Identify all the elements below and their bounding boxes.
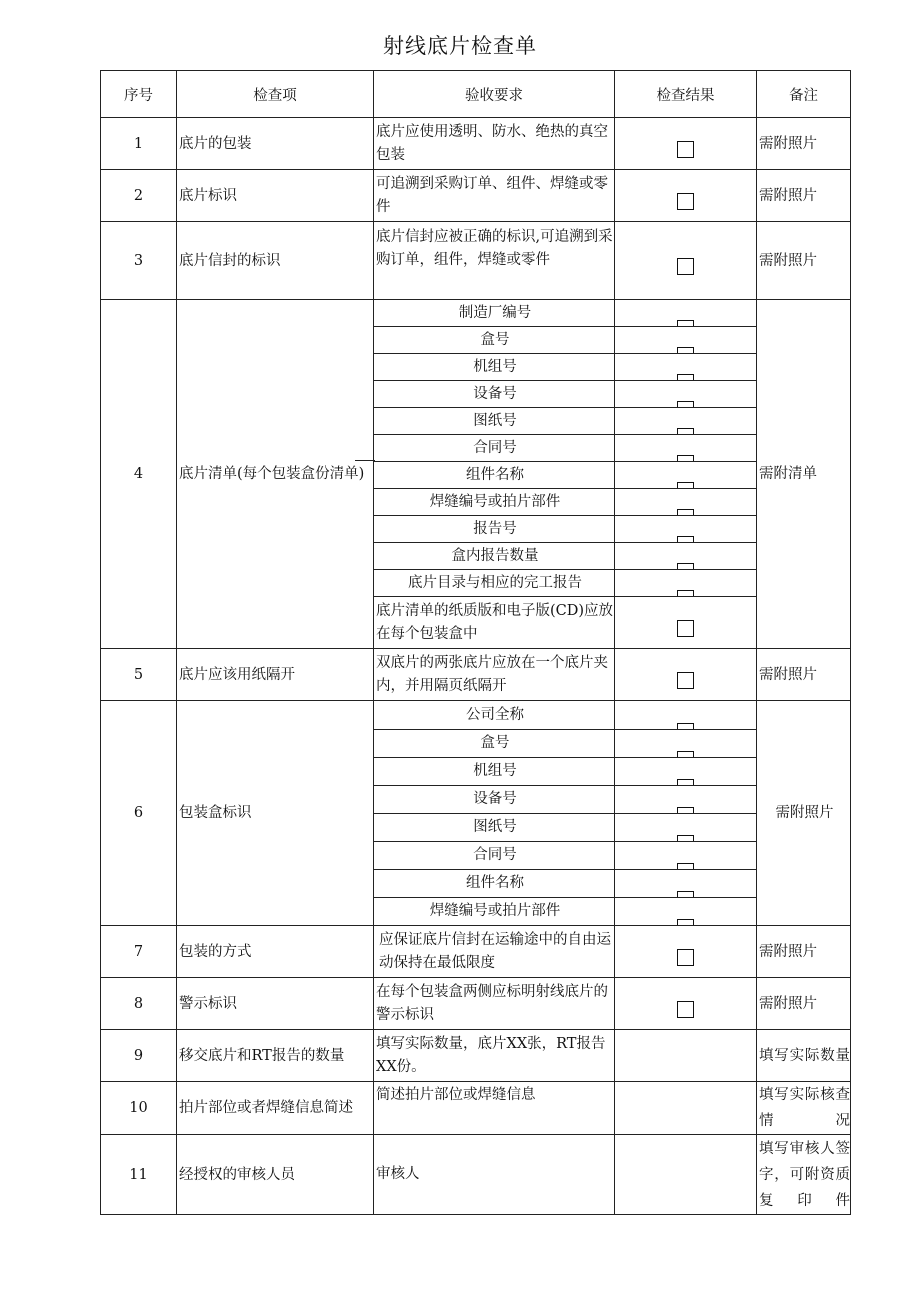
row-note: 填写实际数量: [757, 1030, 851, 1082]
checkbox[interactable]: [677, 891, 694, 897]
checkbox[interactable]: [677, 779, 694, 785]
table-row: [101, 1082, 851, 1135]
row-req: 双底片的两张底片应放在一个底片夹内，并用隔页纸隔开: [374, 649, 615, 701]
checkbox[interactable]: [677, 320, 694, 326]
checkbox[interactable]: [677, 863, 694, 869]
checkbox[interactable]: [677, 919, 694, 925]
sub-item: 制造厂编号: [374, 300, 615, 327]
result-cell: [615, 814, 757, 842]
row-req: 简述拍片部位或焊缝信息: [374, 1082, 615, 1135]
header-req: 验收要求: [374, 71, 615, 118]
result-cell: [615, 408, 757, 435]
table-row: [101, 701, 851, 730]
result-cell: [615, 462, 757, 489]
result-cell: [615, 870, 757, 898]
sub-item: 组件名称: [374, 462, 615, 489]
header-no: 序号: [101, 71, 177, 118]
row-note: 填写审核人签字，可附资质复印件: [757, 1135, 851, 1215]
row-note: 需附照片: [757, 118, 851, 170]
row-note: 需附清单: [757, 300, 851, 649]
header-row: [101, 71, 851, 118]
result-cell: [615, 842, 757, 870]
result-cell: [615, 570, 757, 597]
result-cell: [615, 489, 757, 516]
row-item: 底片清单(每个包装盒份清单): [177, 300, 374, 649]
checkbox[interactable]: [677, 807, 694, 813]
row-no: 10: [101, 1082, 177, 1135]
row-note: 需附照片: [757, 170, 851, 222]
row-item: 拍片部位或者焊缝信息简述: [177, 1082, 374, 1135]
row-req: 填写实际数量，底片XX张，RT报告XX份。: [374, 1030, 615, 1082]
checkbox[interactable]: [677, 193, 694, 210]
inspection-table: [100, 70, 851, 1215]
checkbox[interactable]: [677, 536, 694, 542]
table-row: [101, 170, 851, 222]
result-cell: [615, 1135, 757, 1215]
sub-item: 底片清单的纸质版和电子版(CD)应放在每个包装盒中: [374, 597, 615, 649]
row-no: 11: [101, 1135, 177, 1215]
row-no: 7: [101, 926, 177, 978]
sub-item: 图纸号: [374, 814, 615, 842]
sub-item: 盒号: [374, 730, 615, 758]
result-cell: [615, 381, 757, 408]
row-item: 经授权的审核人员: [177, 1135, 374, 1215]
table-row: [101, 926, 851, 978]
header-note: 备注: [757, 71, 851, 118]
sub-item: 底片目录与相应的完工报告: [374, 570, 615, 597]
checkbox[interactable]: [677, 401, 694, 407]
checkbox[interactable]: [677, 1001, 694, 1018]
row-no: 6: [101, 701, 177, 926]
row-note: 填写实际核查情况: [757, 1082, 851, 1135]
result-cell: [615, 516, 757, 543]
result-cell: [615, 758, 757, 786]
table-row: [101, 649, 851, 701]
sub-item: 机组号: [374, 354, 615, 381]
result-cell: [615, 543, 757, 570]
result-cell: [615, 222, 757, 300]
table-row: [101, 1030, 851, 1082]
row-note: 需附照片: [757, 649, 851, 701]
checkbox[interactable]: [677, 563, 694, 569]
result-cell: [615, 926, 757, 978]
result-cell: [615, 118, 757, 170]
row-req: 应保证底片信封在运输途中的自由运动保持在最低限度: [374, 926, 615, 978]
sub-item: 图纸号: [374, 408, 615, 435]
result-cell: [615, 730, 757, 758]
result-cell: [615, 978, 757, 1030]
row-no: 5: [101, 649, 177, 701]
row-req: 可追溯到采购订单、组件、焊缝或零件: [374, 170, 615, 222]
sub-item: 组件名称: [374, 870, 615, 898]
result-cell: [615, 649, 757, 701]
checkbox[interactable]: [677, 258, 694, 275]
sub-item: 盒号: [374, 327, 615, 354]
sub-item: 盒内报告数量: [374, 543, 615, 570]
row-req: 底片信封应被正确的标识,可追溯到采购订单，组件，焊缝或零件: [374, 222, 615, 300]
result-cell: [615, 701, 757, 730]
checkbox[interactable]: [677, 509, 694, 515]
header-item: 检查项: [177, 71, 374, 118]
table-row: [101, 300, 851, 327]
checkbox[interactable]: [677, 141, 694, 158]
table-row: [101, 222, 851, 300]
result-cell: [615, 300, 757, 327]
row-no: 3: [101, 222, 177, 300]
row-no: 9: [101, 1030, 177, 1082]
row-no: 8: [101, 978, 177, 1030]
leader-line: [355, 460, 375, 461]
result-cell: [615, 786, 757, 814]
checkbox[interactable]: [677, 751, 694, 757]
table-row: [101, 118, 851, 170]
checkbox[interactable]: [677, 590, 694, 596]
row-no: 2: [101, 170, 177, 222]
sub-item: 设备号: [374, 786, 615, 814]
result-cell: [615, 597, 757, 649]
checkbox[interactable]: [677, 374, 694, 380]
row-item: 警示标识: [177, 978, 374, 1030]
row-req: 审核人: [374, 1135, 615, 1215]
row-item: 移交底片和RT报告的数量: [177, 1030, 374, 1082]
row-item: 底片的包装: [177, 118, 374, 170]
sub-item: 焊缝编号或拍片部件: [374, 489, 615, 516]
checkbox[interactable]: [677, 620, 694, 637]
sub-item: 机组号: [374, 758, 615, 786]
result-cell: [615, 898, 757, 926]
row-item: 包装盒标识: [177, 701, 374, 926]
row-note: 需附照片: [757, 222, 851, 300]
row-item: 底片标识: [177, 170, 374, 222]
page-title: 射线底片检查单: [383, 34, 537, 58]
row-note: 需附照片: [757, 978, 851, 1030]
row-req: 底片应使用透明、防水、绝热的真空包装: [374, 118, 615, 170]
row-item: 底片信封的标识: [177, 222, 374, 300]
row-item: 底片应该用纸隔开: [177, 649, 374, 701]
result-cell: [615, 327, 757, 354]
result-cell: [615, 1030, 757, 1082]
result-cell: [615, 1082, 757, 1135]
table-row: [101, 1135, 851, 1215]
checkbox[interactable]: [677, 723, 694, 729]
checkbox[interactable]: [677, 949, 694, 966]
checkbox[interactable]: [677, 347, 694, 353]
checkbox[interactable]: [677, 428, 694, 434]
checkbox[interactable]: [677, 835, 694, 841]
row-note: 需附照片: [757, 926, 851, 978]
sub-item: 设备号: [374, 381, 615, 408]
row-req: 在每个包装盒两侧应标明射线底片的警示标识: [374, 978, 615, 1030]
result-cell: [615, 170, 757, 222]
row-item: 包装的方式: [177, 926, 374, 978]
row-note: 需附照片: [757, 701, 851, 926]
result-cell: [615, 354, 757, 381]
sub-item: 焊缝编号或拍片部件: [374, 898, 615, 926]
sub-item: 合同号: [374, 435, 615, 462]
checkbox[interactable]: [677, 455, 694, 461]
row-no: 4: [101, 300, 177, 649]
header-result: 检查结果: [615, 71, 757, 118]
sub-item: 合同号: [374, 842, 615, 870]
result-cell: [615, 435, 757, 462]
checkbox[interactable]: [677, 482, 694, 488]
table-row: [101, 978, 851, 1030]
sub-item: 公司全称: [374, 701, 615, 730]
sub-item: 报告号: [374, 516, 615, 543]
row-no: 1: [101, 118, 177, 170]
checkbox[interactable]: [677, 672, 694, 689]
